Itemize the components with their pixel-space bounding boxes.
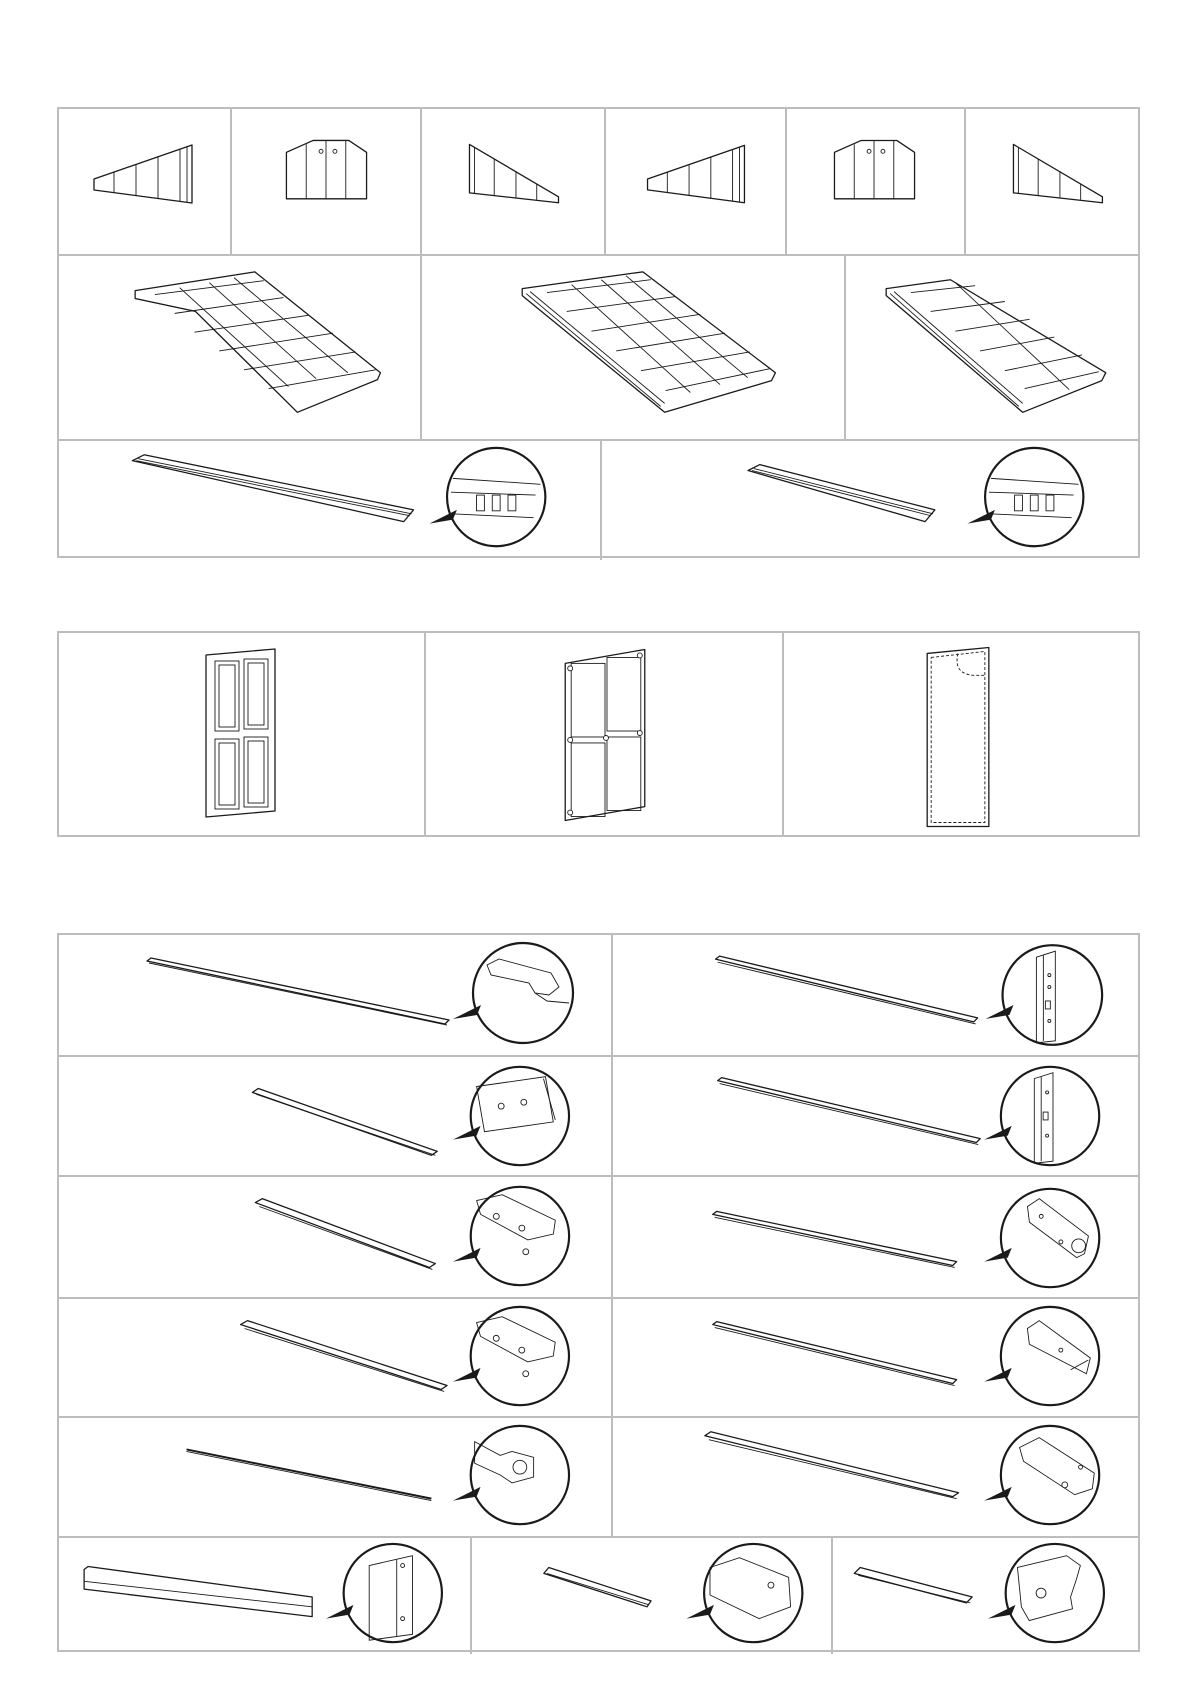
wall-panel-icon [784, 633, 1138, 835]
profile-bar-icon [613, 935, 1138, 1055]
roof-row-ridges [59, 439, 1138, 560]
part-cell-roof-panel-c [844, 256, 1138, 439]
wall-panel-icon [426, 633, 782, 835]
part-cell-profile-3b [611, 1177, 1138, 1297]
part-cell-profile-3a [59, 1177, 611, 1297]
profile-bar-icon [59, 1177, 611, 1297]
profile-bar-icon [613, 1057, 1138, 1175]
ridge-cap-icon [602, 441, 1138, 560]
part-cell-gable-center-a [230, 109, 420, 254]
wall-panels-table [57, 631, 1140, 837]
roof-panel-icon [422, 256, 844, 439]
part-cell-profile-1b [611, 935, 1138, 1055]
roof-row-panels [59, 254, 1138, 439]
part-cell-profile-5a [59, 1418, 611, 1536]
gable-panel-icon [787, 109, 964, 254]
profile-bar-icon [613, 1418, 1138, 1536]
profile-bar-icon [833, 1538, 1138, 1654]
magnifier-detail-icon [473, 943, 573, 1043]
part-cell-wall-panel-framed [424, 633, 782, 835]
profile-row-3 [59, 1175, 1138, 1297]
magnifier-detail-icon [1001, 1067, 1099, 1165]
part-cell-roof-panel-a [59, 256, 420, 439]
part-cell-wall-panel-door [59, 633, 424, 835]
profile-bar-icon [613, 1177, 1138, 1297]
triangle-panel-icon [59, 109, 230, 254]
triangle-panel-icon [422, 109, 604, 254]
triangle-panel-icon [966, 109, 1138, 254]
wall-row [59, 633, 1138, 835]
ridge-cap-icon [59, 441, 600, 560]
magnifier-detail-icon [1001, 1426, 1099, 1524]
profile-row-5 [59, 1416, 1138, 1536]
part-cell-ridge-long [59, 441, 600, 560]
part-cell-profile-6a [59, 1538, 470, 1654]
triangle-panel-icon [606, 109, 785, 254]
part-cell-triangle-left [59, 109, 230, 254]
part-cell-profile-6c [831, 1538, 1138, 1654]
part-cell-profile-1a [59, 935, 611, 1055]
part-cell-profile-6b [470, 1538, 831, 1654]
magnifier-detail-icon [1001, 1307, 1099, 1405]
profile-bar-icon [613, 1299, 1138, 1416]
magnifier-detail-icon [344, 1544, 442, 1642]
profile-bar-icon [59, 935, 611, 1055]
part-cell-profile-2b [611, 1057, 1138, 1175]
profile-bar-icon [59, 1057, 611, 1175]
profile-row-6 [59, 1536, 1138, 1654]
wall-panel-icon [59, 633, 424, 835]
profile-row-4 [59, 1297, 1138, 1416]
magnifier-detail-icon [1003, 945, 1103, 1045]
frame-profiles-table [57, 933, 1140, 1652]
part-cell-ridge-short [600, 441, 1138, 560]
magnifier-detail-icon [471, 1426, 569, 1524]
roof-row-gables [59, 109, 1138, 254]
profile-row-1 [59, 935, 1138, 1055]
part-cell-triangle-right-b [964, 109, 1138, 254]
profile-bar-icon [59, 1299, 611, 1416]
part-cell-gable-center-b [785, 109, 964, 254]
part-cell-profile-2a [59, 1057, 611, 1175]
magnifier-detail-icon [471, 1307, 569, 1405]
roof-panel-icon [846, 256, 1138, 439]
part-cell-profile-4a [59, 1299, 611, 1416]
gable-panel-icon [232, 109, 420, 254]
part-cell-profile-5b [611, 1418, 1138, 1536]
roof-parts-table [57, 107, 1140, 558]
part-cell-wall-panel-plain [782, 633, 1138, 835]
magnifier-detail-icon [704, 1544, 802, 1642]
profile-bar-icon [59, 1418, 611, 1536]
part-cell-roof-panel-b [420, 256, 844, 439]
profile-bar-icon [472, 1538, 831, 1654]
profile-row-2 [59, 1055, 1138, 1175]
part-cell-triangle-left-b [604, 109, 785, 254]
roof-panel-icon [59, 256, 420, 439]
profile-bar-icon [59, 1538, 470, 1654]
part-cell-profile-4b [611, 1299, 1138, 1416]
part-cell-triangle-right-a [420, 109, 604, 254]
